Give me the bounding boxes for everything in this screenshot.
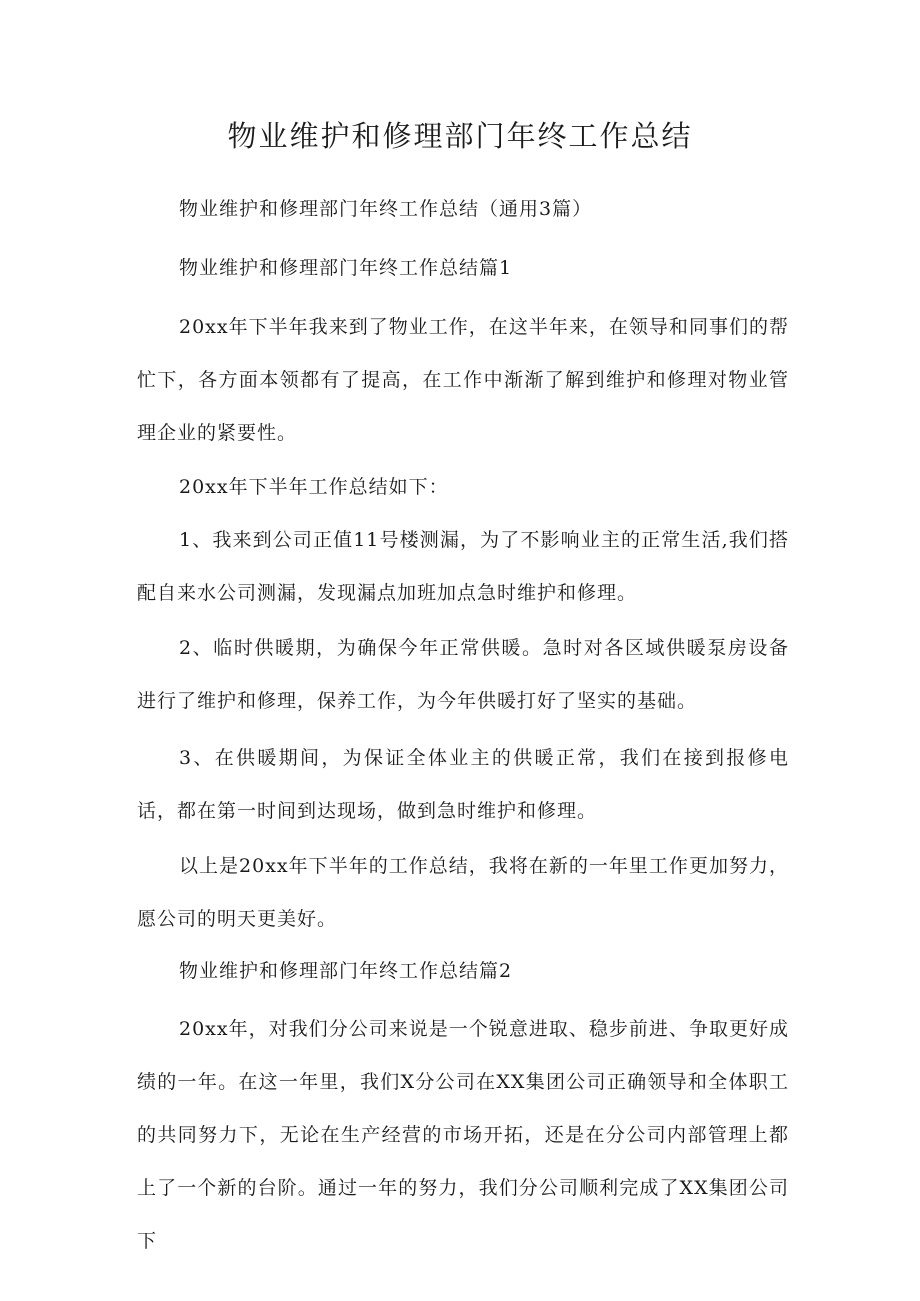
body-paragraph: 以上是20xx年下半年的工作总结，我将在新的一年里工作更加努力，愿公司的明天更美好。 [137, 855, 789, 930]
body-paragraph: 20xx年，对我们分公司来说是一个锐意进取、稳步前进、争取更好成绩的一年。在这一年里，我们X分公司在XX集团公司正确领导和全体职工的共同努力下，无论在生产经营的市场开拓，还是在分公司内部管理上都上了一个新的台阶。通过一年的努力，我们分公司顺利完成了XX集团公司下 [137, 1018, 789, 1252]
body-paragraph: 20xx年下半年工作总结如下： [179, 476, 449, 498]
list-item-2: 2、临时供暖期，为确保今年正常供暖。急时对各区域供暖泵房设备进行了维护和修理，保养工作，为今年供暖打好了坚实的基础。 [137, 637, 789, 712]
section-heading-2: 物业维护和修理部门年终工作总结篇2 [179, 960, 513, 982]
document-title: 物业维护和修理部门年终工作总结 [227, 119, 693, 153]
section-heading-1: 物业维护和修理部门年终工作总结篇1 [179, 257, 513, 279]
list-item-3: 3、在供暖期间，为保证全体业主的供暖正常，我们在接到报修电话，都在第一时间到达现场，做到急时维护和修理。 [137, 747, 789, 822]
body-paragraph: 20xx年下半年我来到了物业工作，在这半年来，在领导和同事们的帮忙下，各方面本领都有了提高，在工作中渐渐了解到维护和修理对物业管理企业的紧要性。 [137, 316, 789, 444]
subtitle-paragraph: 物业维护和修理部门年终工作总结（通用3篇） [179, 198, 593, 220]
list-item-1: 1、我来到公司正值11号楼测漏，为了不影响业主的正常生活,我们搭配自来水公司测漏，发现漏点加班加点急时维护和修理。 [137, 529, 789, 604]
